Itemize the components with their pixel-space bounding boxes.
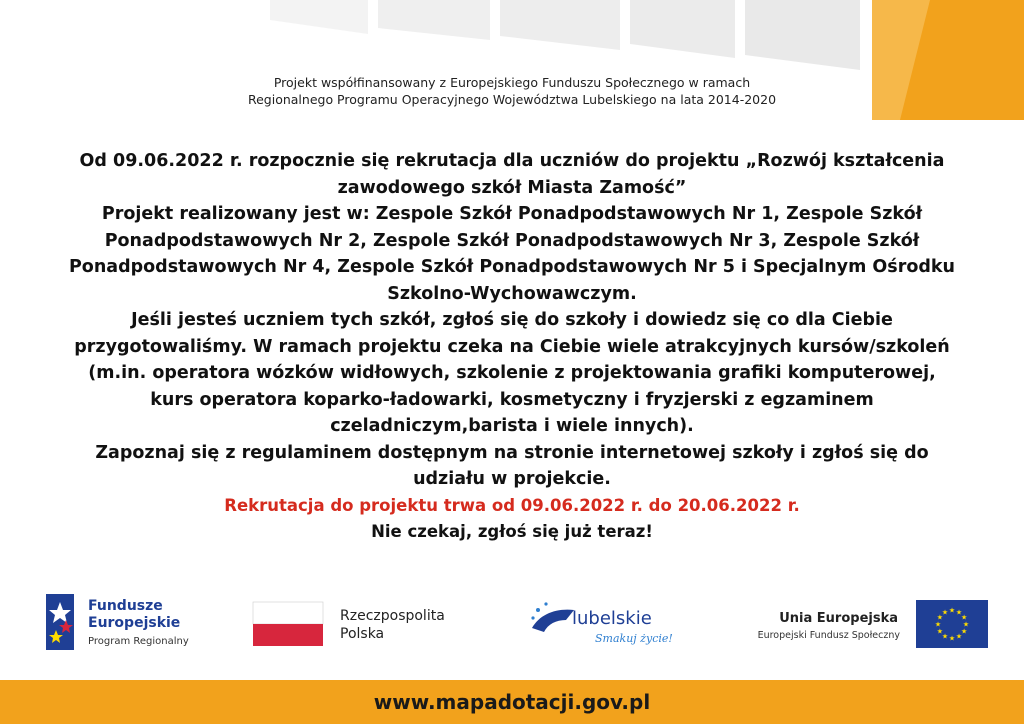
eu-star: ★ bbox=[948, 606, 956, 615]
eu-star: ★ bbox=[941, 608, 949, 617]
text-line: Ponadpodstawowych Nr 2, Zespole Szkół Ponadpodstawowych Nr 3, Zespole Szkół bbox=[104, 230, 920, 251]
announcement-body bbox=[40, 148, 984, 546]
header-line-1: Projekt współfinansowany z Europejskiego Funduszu Społecznego w ramach bbox=[273, 75, 751, 90]
eu-star: ★ bbox=[955, 632, 963, 641]
lubelskie-wordmark: lubelskie bbox=[572, 608, 652, 629]
lubelskie-logo bbox=[531, 602, 672, 645]
text-line: przygotowaliśmy. W ramach projektu czeka na Ciebie wiele atrakcyjnych kursów/szkoleń bbox=[74, 336, 950, 357]
lubelskie-swoosh bbox=[532, 610, 574, 632]
eu-star: ★ bbox=[934, 620, 942, 629]
eu-star: ★ bbox=[960, 627, 968, 636]
fe-line-3: Program Regionalny bbox=[88, 636, 189, 647]
flag-red bbox=[253, 624, 323, 646]
text-line: Jeśli jesteś uczniem tych szkół, zgłoś się do szkoły i dowiedz się co dla Ciebie bbox=[131, 310, 893, 330]
ue-line-2: Europejski Fundusz Społeczny bbox=[757, 630, 900, 641]
eu-star: ★ bbox=[936, 627, 944, 636]
text-line: udziału w projekcie. bbox=[413, 469, 611, 489]
text-line: Ponadpodstawowych Nr 4, Zespole Szkół Ponadpodstawowych Nr 5 i Specjalnym Ośrodku bbox=[68, 257, 955, 277]
deadline-text: Rekrutacja do projektu trwa od 09.06.2022 r. do 20.06.2022 r. bbox=[224, 495, 800, 515]
text-line: Od 09.06.2022 r. rozpocznie się rekrutacja dla uczniów do projektu „Rozwój kształcenia bbox=[79, 151, 945, 171]
eu-star: ★ bbox=[948, 634, 956, 643]
fe-line-2: Europejskie bbox=[88, 615, 181, 631]
text-line: Zapoznaj się z regulaminem dostępnym na stronie internetowej szkoły i zgłoś się do bbox=[95, 442, 929, 463]
deco-shape-2 bbox=[378, 0, 490, 40]
flag-white bbox=[253, 602, 323, 624]
deco-shape-3 bbox=[500, 0, 620, 50]
eu-star: ★ bbox=[936, 613, 944, 622]
eu-star: ★ bbox=[955, 608, 963, 617]
text-line: zawodowego szkół Miasta Zamość” bbox=[337, 177, 687, 198]
fundusze-europejskie-logo bbox=[46, 594, 189, 650]
text-line: Szkolno-Wychowawczym. bbox=[387, 283, 637, 304]
rzeczpospolita-polska-logo bbox=[253, 602, 445, 646]
text-line: kurs operatora koparko-ładowarki, kosmetyczny i fryzjerski z egzaminem bbox=[150, 389, 874, 410]
text-line: Projekt realizowany jest w: Zespole Szkół Ponadpodstawowych Nr 1, Zespole Szkół bbox=[101, 204, 923, 224]
unia-europejska-logo bbox=[758, 600, 988, 648]
eu-star: ★ bbox=[962, 620, 970, 629]
deco-shape-4 bbox=[630, 0, 735, 58]
fe-line-1: Fundusze bbox=[88, 598, 163, 614]
header-line-2: Regionalnego Programu Operacyjnego Województwa Lubelskiego na lata 2014-2020 bbox=[247, 92, 777, 107]
lubelskie-slogan: Smakuj życie! bbox=[595, 632, 673, 645]
cofinancing-header bbox=[180, 74, 844, 108]
lubelskie-dot-3 bbox=[531, 616, 534, 619]
deco-shape-1 bbox=[270, 0, 368, 34]
ue-line-1: Unia Europejska bbox=[779, 611, 898, 626]
eu-star: ★ bbox=[941, 632, 949, 641]
footer-url[interactable]: www.mapadotacji.gov.pl bbox=[373, 690, 651, 714]
logos-bar bbox=[0, 590, 1024, 656]
rp-line-1: Rzeczpospolita bbox=[340, 608, 445, 624]
deco-shape-5 bbox=[745, 0, 860, 70]
eu-star: ★ bbox=[960, 613, 968, 622]
lubelskie-dot-2 bbox=[544, 602, 547, 605]
rp-line-2: Polska bbox=[340, 626, 385, 642]
text-line: (m.in. operatora wózków widłowych, szkolenie z projektowania grafiki komputerowej, bbox=[88, 363, 936, 383]
text-line: czeladniczym,barista i wiele innych). bbox=[330, 416, 694, 436]
lubelskie-dot-1 bbox=[536, 608, 540, 612]
call-to-action: Nie czekaj, zgłoś się już teraz! bbox=[371, 522, 653, 541]
